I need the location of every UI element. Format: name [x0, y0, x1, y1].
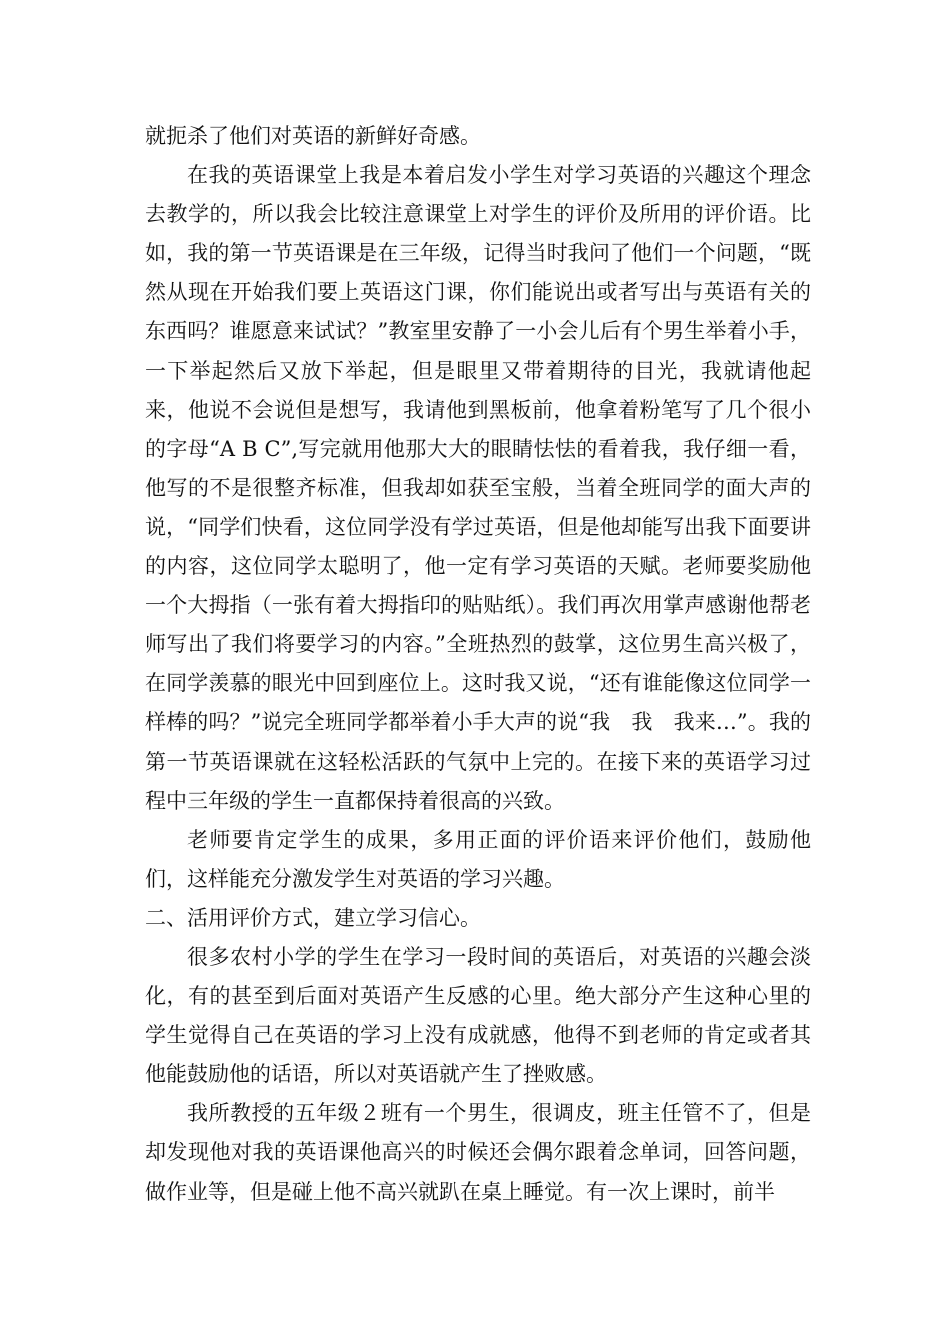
paragraph-grade5-boy: 我所教授的五年级２班有一个男生，很调皮，班主任管不了，但是却发现他对我的英语课他高兴的时候还会偶尔跟着念单词，回答问题，做作业等，但是碰上他不高兴就趴在桌上睡觉。有一次上课时，前半 — [145, 1101, 811, 1204]
paragraph-first-lesson-story: 在我的英语课堂上我是本着启发小学生对学习英语的兴趣这个理念去教学的，所以我会比较注意课堂上对学生的评价及所用的评价语。比如，我的第一节英语课是在三年级，记得当时我问了他们一个问题，“既然从现在开始我们要上英语这门课，你们能说出或者写出与英语有关的东西吗？谁愿意来试试？”教室里安静了一小会儿后有个男生举着小手，一下举起然后又放下举起，但是眼里又带着期待的目光，我就请他起来，他说不会说但是想写，我请他到黑板前，他拿着粉笔写了几个很小的字母“A B C”,写完就用他那大大的眼睛怯怯的看着我，我仔细一看，他写的不是很整齐标准，但我却如获至宝般，当着全班同学的面大声的说，“同学们快看，这位同学没有学过英语，但是他却能写出我下面要讲的内容，这位同学太聪明了，他一定有学习英语的天赋。老师要奖励他一个大拇指（一张有着大拇指印的贴贴纸）。我们再次用掌声感谢他帮老师写出了我们将要学习的内容。”全班热烈的鼓掌，这位男生高兴极了，在同学羡慕的眼光中回到座位上。这时我又说，“还有谁能像这位同学一样棒的吗？”说完全班同学都举着小手大声的说“我 我 我来…”。我的第一节英语课就在这轻松活跃的气氛中上完的。在接下来的英语学习过程中三年级的学生一直都保持着很高的兴致。 — [145, 163, 811, 813]
paragraph-positive-evaluation: 老师要肯定学生的成果，多用正面的评价语来评价他们，鼓励他们，这样能充分激发学生对英语的学习兴趣。 — [145, 827, 811, 891]
paragraph-continuation: 就扼杀了他们对英语的新鲜好奇感。 — [145, 124, 481, 148]
body-text — [145, 117, 811, 1212]
section-heading-2: 二、活用评价方式，建立学习信心。 — [145, 905, 481, 930]
paragraph-rural-students: 很多农村小学的学生在学习一段时间的英语后，对英语的兴趣会淡化，有的甚至到后面对英语产生反感的心里。绝大部分产生这种心里的学生觉得自己在英语的学习上没有成就感，他得不到老师的肯定或者其他能鼓励他的话语，所以对英语就产生了挫败感。 — [145, 944, 811, 1087]
